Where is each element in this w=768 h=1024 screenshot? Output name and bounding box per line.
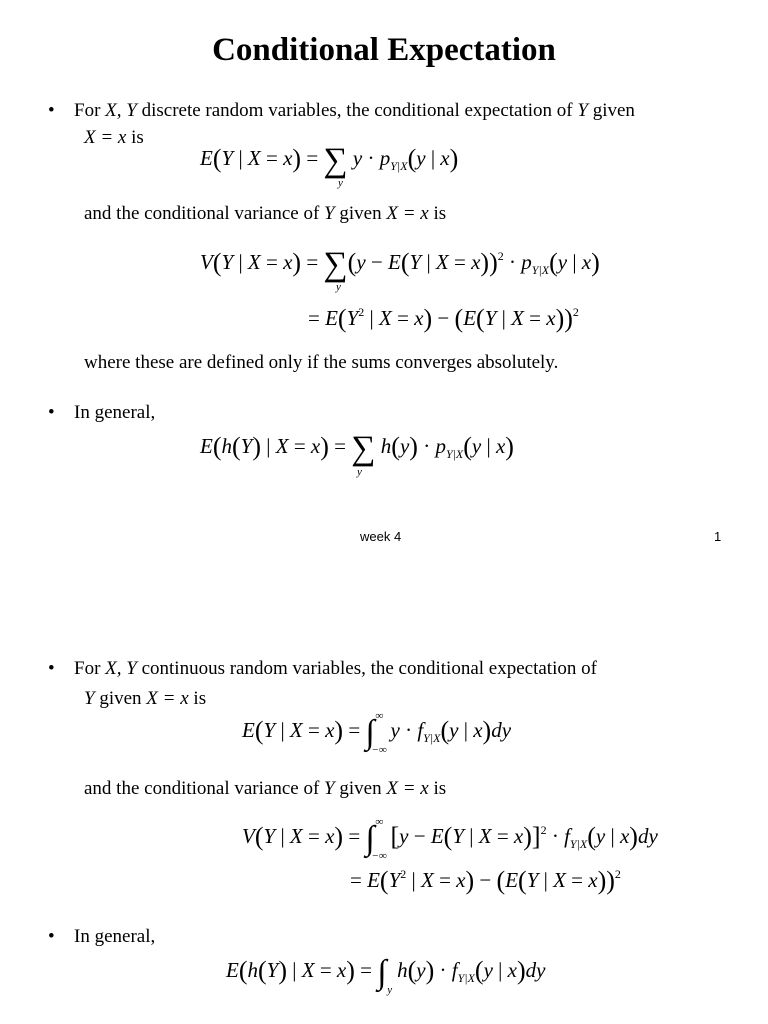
slide-title: Conditional Expectation	[212, 32, 556, 68]
discrete-intro-line2: X = x is	[84, 127, 144, 148]
continuous-intro-line2: Y given X = x is	[84, 688, 207, 709]
continuous-intro-line1: For X, Y continuous random variables, the conditional expectation of	[74, 658, 597, 679]
discrete-variance-equation-line2: = $E(Y^2$ | X = x) − (E(Y | X = x))$^2$	[308, 304, 579, 333]
general-heading: In general,	[74, 402, 156, 423]
discrete-expectation-equation: E(Y | X = x) = ∑ $y \cdot p_{Y|X}(y$ | x)	[200, 142, 459, 179]
continuous-expectation-equation: E(Y | X = x) = ∫ ∞ −∞ $y \cdot f_{Y|X}(y$ | x)dy	[242, 710, 512, 756]
bullet-marker: •	[48, 100, 55, 121]
discrete-intro-line1: For X, Y discrete random variables, the conditional expectation of Y given	[74, 100, 635, 121]
sum-index: y	[336, 281, 341, 293]
continuous-variance-equation-line1: V(Y | X = x) = ∫ ∞ −∞ [y − E(Y | $X = x)]^2 \cdot f_{Y|X}(y$ | x)dy	[242, 816, 658, 862]
general-heading: In general,	[74, 926, 156, 947]
bullet-marker: •	[48, 402, 55, 423]
discrete-variance-equation-line1: V(Y | X = x) = ∑(y − E(Y | $X = x))^2 \cdot p_{Y|X}(y$ | x)	[200, 246, 600, 283]
bullet-marker: •	[48, 926, 55, 947]
discrete-variance-intro: and the conditional variance of Y given X = x is	[84, 203, 447, 224]
sum-index: y	[357, 466, 362, 478]
continuous-variance-equation-line2: = $E(Y^2$ | X = x) − (E(Y | X = x))$^2$	[350, 866, 621, 895]
footer-week: week 4	[360, 529, 402, 544]
continuous-variance-intro: and the conditional variance of Y given X = x is	[84, 778, 447, 799]
discrete-general-expectation-equation: E(h(Y) | X = x) = ∑ $h(y) \cdot p_{Y|X}(y$ | x)	[200, 430, 514, 467]
convergence-note: where these are defined only if the sums converges absolutely.	[84, 352, 559, 373]
continuous-general-expectation-equation: E(h(Y) | X = x) = ∫ y $h(y) \cdot f_{Y|X}(y$ | x)dy	[226, 954, 546, 996]
footer-page-number: 1	[714, 529, 722, 544]
sum-index: y	[338, 177, 343, 189]
bullet-marker: •	[48, 658, 55, 679]
